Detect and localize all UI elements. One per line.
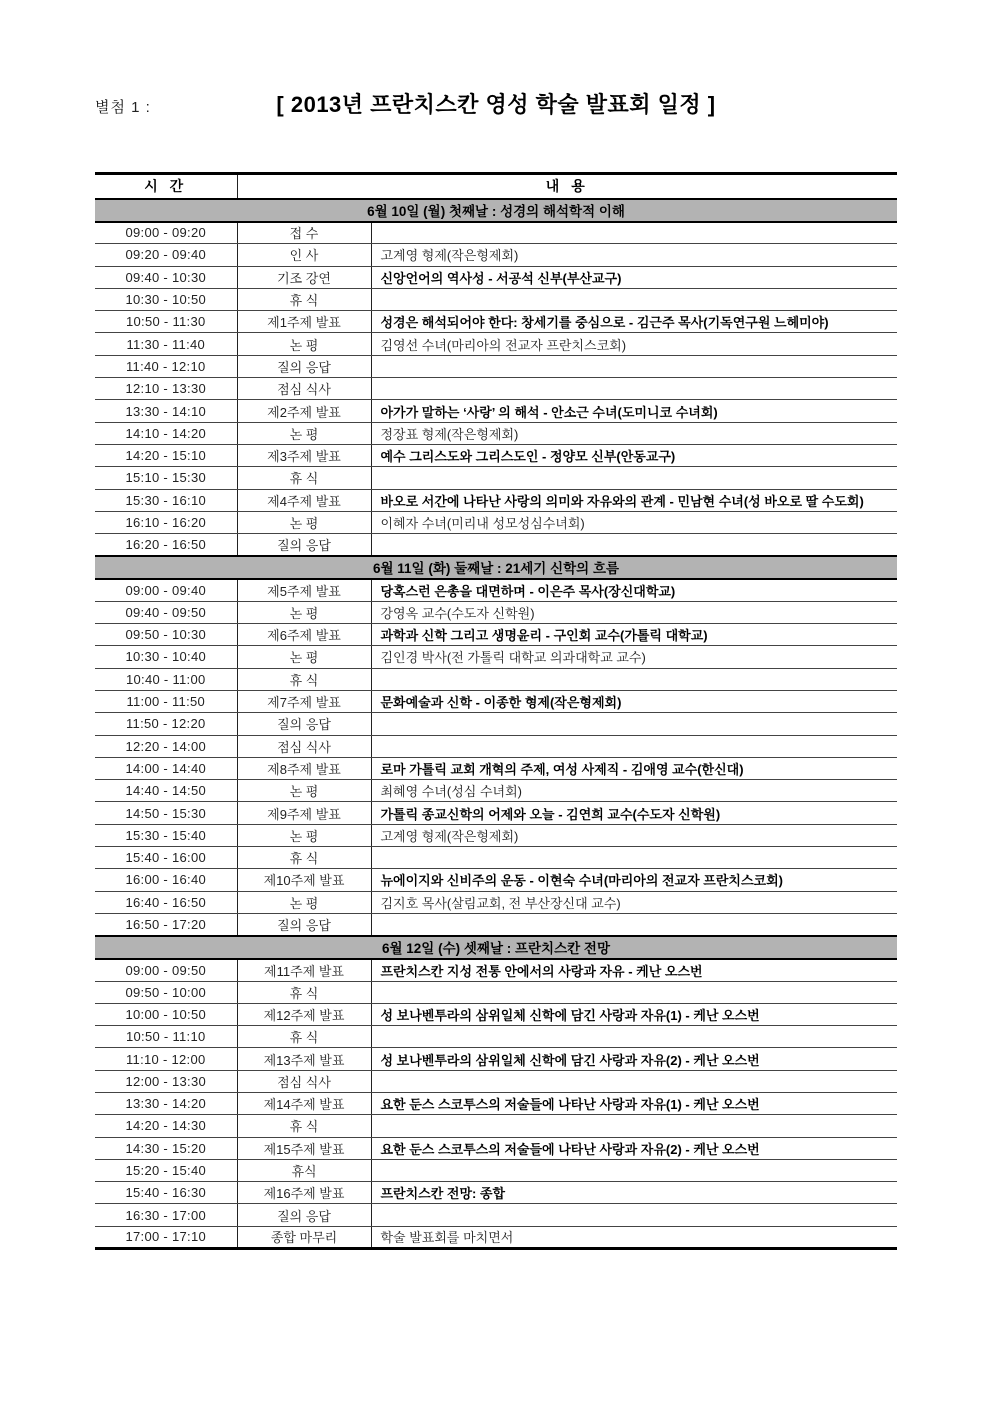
content-text: 문화예술과 신학 - 이종한 형제(작은형제회) <box>380 695 622 711</box>
table-row <box>95 959 897 981</box>
table-row <box>95 1115 897 1137</box>
content-cell <box>371 959 897 981</box>
category-cell: 기조 강연 <box>237 266 371 288</box>
content-cell <box>371 624 897 646</box>
content-cell <box>371 467 897 489</box>
content-cell <box>371 913 897 935</box>
time-cell: 14:20 - 15:10 <box>95 444 237 466</box>
schedule-table-container <box>95 172 897 1250</box>
content-cell <box>371 266 897 288</box>
time-cell: 11:50 - 12:20 <box>95 713 237 735</box>
content-cell <box>371 222 897 244</box>
table-row <box>95 222 897 244</box>
time-cell: 15:40 - 16:00 <box>95 847 237 869</box>
content-text: 성 보나벤투라의 삼위일체 신학에 담긴 사랑과 자유(1) - 케난 오스번 <box>380 1007 760 1023</box>
time-cell: 10:40 - 11:00 <box>95 668 237 690</box>
content-cell <box>371 646 897 668</box>
table-row <box>95 1048 897 1070</box>
time-cell: 15:30 - 15:40 <box>95 824 237 846</box>
content-text: 당혹스런 은총을 대면하며 - 이은주 목사(장신대학교) <box>380 583 676 599</box>
table-row <box>95 847 897 869</box>
category-cell: 질의 응답 <box>237 1204 371 1226</box>
table-row <box>95 1159 897 1181</box>
category-cell: 점심 식사 <box>237 378 371 400</box>
time-cell: 09:50 - 10:00 <box>95 981 237 1003</box>
content-text: 김인경 박사(전 가톨릭 대학교 의과대학교 교수) <box>380 650 646 666</box>
time-cell: 11:40 - 12:10 <box>95 355 237 377</box>
content-cell <box>371 668 897 690</box>
category-cell: 휴 식 <box>237 467 371 489</box>
section-header-label: 6월 10일 (월) 첫째날 : 성경의 해석학적 이해 <box>95 199 897 222</box>
table-row <box>95 378 897 400</box>
time-cell: 10:00 - 10:50 <box>95 1003 237 1025</box>
time-cell: 09:00 - 09:50 <box>95 959 237 981</box>
page-title: [ 2013년 프란치스칸 영성 학술 발표회 일정 ] <box>276 92 716 117</box>
content-cell <box>371 288 897 310</box>
time-cell: 16:40 - 16:50 <box>95 891 237 913</box>
time-cell: 09:00 - 09:40 <box>95 579 237 601</box>
content-cell <box>371 1115 897 1137</box>
time-cell: 09:00 - 09:20 <box>95 222 237 244</box>
time-cell: 13:30 - 14:10 <box>95 400 237 422</box>
category-cell: 논 평 <box>237 511 371 533</box>
time-cell: 15:20 - 15:40 <box>95 1159 237 1181</box>
category-cell: 접 수 <box>237 222 371 244</box>
category-cell: 논 평 <box>237 891 371 913</box>
table-row <box>95 489 897 511</box>
content-text: 학술 발표회를 마치면서 <box>380 1230 514 1246</box>
table-row <box>95 1204 897 1226</box>
time-cell: 15:30 - 16:10 <box>95 489 237 511</box>
content-text: 프란치스칸 전망: 종합 <box>380 1186 506 1202</box>
time-cell: 11:30 - 11:40 <box>95 333 237 355</box>
content-cell <box>371 244 897 266</box>
content-cell <box>371 1137 897 1159</box>
time-cell: 16:10 - 16:20 <box>95 511 237 533</box>
table-row <box>95 1137 897 1159</box>
time-cell: 16:50 - 17:20 <box>95 913 237 935</box>
time-cell: 10:30 - 10:40 <box>95 646 237 668</box>
content-cell <box>371 891 897 913</box>
section-header-row <box>95 936 897 959</box>
column-header-time: 시 간 <box>95 174 237 199</box>
time-cell: 10:50 - 11:10 <box>95 1026 237 1048</box>
content-cell <box>371 1226 897 1248</box>
content-text: 정장표 형제(작은형제회) <box>380 426 519 442</box>
attachment-label: 별첨 1 : <box>95 99 151 116</box>
table-header-row <box>95 174 897 199</box>
time-cell: 10:50 - 11:30 <box>95 311 237 333</box>
time-cell: 14:30 - 15:20 <box>95 1137 237 1159</box>
category-cell: 논 평 <box>237 780 371 802</box>
category-cell: 제1주제 발표 <box>237 311 371 333</box>
time-cell: 14:40 - 14:50 <box>95 780 237 802</box>
content-cell <box>371 1092 897 1114</box>
content-text: 고계영 형제(작은형제회) <box>380 828 519 844</box>
table-row <box>95 735 897 757</box>
category-cell: 휴 식 <box>237 1026 371 1048</box>
table-row <box>95 311 897 333</box>
section-header-row <box>95 556 897 579</box>
category-cell: 논 평 <box>237 646 371 668</box>
category-cell: 제3주제 발표 <box>237 444 371 466</box>
category-cell: 인 사 <box>237 244 371 266</box>
category-cell: 휴 식 <box>237 668 371 690</box>
content-text: 성 보나벤투라의 삼위일체 신학에 담긴 사랑과 자유(2) - 케난 오스번 <box>380 1052 760 1068</box>
content-cell <box>371 489 897 511</box>
content-cell <box>371 355 897 377</box>
content-text: 신앙언어의 역사성 - 서공석 신부(부산교구) <box>380 270 622 286</box>
table-row <box>95 913 897 935</box>
content-cell <box>371 824 897 846</box>
time-cell: 09:40 - 09:50 <box>95 601 237 623</box>
table-row <box>95 981 897 1003</box>
content-cell <box>371 444 897 466</box>
category-cell: 제13주제 발표 <box>237 1048 371 1070</box>
content-cell <box>371 333 897 355</box>
table-row <box>95 1226 897 1248</box>
category-cell: 점심 식사 <box>237 735 371 757</box>
table-row <box>95 802 897 824</box>
category-cell: 휴 식 <box>237 847 371 869</box>
time-cell: 10:30 - 10:50 <box>95 288 237 310</box>
table-row <box>95 780 897 802</box>
category-cell: 휴 식 <box>237 981 371 1003</box>
content-cell <box>371 400 897 422</box>
time-cell: 09:20 - 09:40 <box>95 244 237 266</box>
content-cell <box>371 802 897 824</box>
category-cell: 종합 마무리 <box>237 1226 371 1248</box>
category-cell: 점심 식사 <box>237 1070 371 1092</box>
table-row <box>95 1182 897 1204</box>
time-cell: 17:00 - 17:10 <box>95 1226 237 1248</box>
table-row <box>95 690 897 712</box>
table-row <box>95 1070 897 1092</box>
content-cell <box>371 869 897 891</box>
time-cell: 14:00 - 14:40 <box>95 757 237 779</box>
category-cell: 제12주제 발표 <box>237 1003 371 1025</box>
time-cell: 14:10 - 14:20 <box>95 422 237 444</box>
table-row <box>95 333 897 355</box>
content-cell <box>371 713 897 735</box>
content-cell <box>371 1070 897 1092</box>
section-header-label: 6월 11일 (화) 둘째날 : 21세기 신학의 흐름 <box>95 556 897 579</box>
time-cell: 12:10 - 13:30 <box>95 378 237 400</box>
table-row <box>95 824 897 846</box>
content-cell <box>371 780 897 802</box>
content-cell <box>371 579 897 601</box>
table-row <box>95 467 897 489</box>
table-row <box>95 1003 897 1025</box>
schedule-table <box>95 172 897 1250</box>
section-header-row <box>95 199 897 222</box>
schedule-table-body <box>95 199 897 1249</box>
content-cell <box>371 1204 897 1226</box>
table-row <box>95 266 897 288</box>
category-cell: 논 평 <box>237 824 371 846</box>
category-cell: 질의 응답 <box>237 913 371 935</box>
column-header-content: 내 용 <box>237 174 897 199</box>
content-cell <box>371 601 897 623</box>
content-cell <box>371 1026 897 1048</box>
section-header-label: 6월 12일 (수) 셋째날 : 프란치스칸 전망 <box>95 936 897 959</box>
table-row <box>95 579 897 601</box>
content-text: 로마 가톨릭 교회 개혁의 주제, 여성 사제직 - 김애영 교수(한신대) <box>380 761 744 777</box>
table-row <box>95 869 897 891</box>
category-cell: 질의 응답 <box>237 355 371 377</box>
content-cell <box>371 1182 897 1204</box>
table-row <box>95 288 897 310</box>
category-cell: 제10주제 발표 <box>237 869 371 891</box>
table-row <box>95 668 897 690</box>
content-text: 가톨릭 종교신학의 어제와 오늘 - 김연희 교수(수도자 신학원) <box>380 806 721 822</box>
category-cell: 논 평 <box>237 601 371 623</box>
table-row <box>95 244 897 266</box>
category-cell: 제11주제 발표 <box>237 959 371 981</box>
table-row <box>95 713 897 735</box>
content-text: 프란치스칸 지성 전통 안에서의 사랑과 자유 - 케난 오스번 <box>380 963 703 979</box>
time-cell: 09:50 - 10:30 <box>95 624 237 646</box>
content-cell <box>371 690 897 712</box>
content-cell <box>371 847 897 869</box>
category-cell: 제5주제 발표 <box>237 579 371 601</box>
content-text: 이혜자 수녀(미리내 성모성심수녀회) <box>380 516 585 531</box>
content-text: 과학과 신학 그리고 생명윤리 - 구인회 교수(가톨릭 대학교) <box>380 628 708 644</box>
time-cell: 13:30 - 14:20 <box>95 1092 237 1114</box>
table-row <box>95 891 897 913</box>
document-header <box>95 88 897 124</box>
category-cell: 휴식 <box>237 1159 371 1181</box>
category-cell: 질의 응답 <box>237 713 371 735</box>
category-cell: 제4주제 발표 <box>237 489 371 511</box>
table-row <box>95 1026 897 1048</box>
category-cell: 휴 식 <box>237 1115 371 1137</box>
content-cell <box>371 534 897 556</box>
time-cell: 15:10 - 15:30 <box>95 467 237 489</box>
time-cell: 14:50 - 15:30 <box>95 802 237 824</box>
table-row <box>95 757 897 779</box>
category-cell: 제8주제 발표 <box>237 757 371 779</box>
category-cell: 제14주제 발표 <box>237 1092 371 1114</box>
category-cell: 휴 식 <box>237 288 371 310</box>
time-cell: 12:00 - 13:30 <box>95 1070 237 1092</box>
category-cell: 제7주제 발표 <box>237 690 371 712</box>
content-text: 바오로 서간에 나타난 사랑의 의미와 자유와의 관계 - 민남현 수녀(성 바오로 딸 수도회) <box>380 493 864 509</box>
table-row <box>95 422 897 444</box>
content-text: 김지호 목사(살림교회, 전 부산장신대 교수) <box>380 895 621 911</box>
table-row <box>95 624 897 646</box>
content-text: 김영선 수녀(마리아의 전교자 프란치스코회) <box>380 337 627 353</box>
content-text: 요한 둔스 스코투스의 저술들에 나타난 사랑과 자유(2) - 케난 오스번 <box>380 1141 760 1157</box>
time-cell: 11:00 - 11:50 <box>95 690 237 712</box>
content-text: 강영옥 교수(수도자 신학원) <box>380 605 535 621</box>
category-cell: 제16주제 발표 <box>237 1182 371 1204</box>
table-row <box>95 400 897 422</box>
content-cell <box>371 378 897 400</box>
table-row <box>95 355 897 377</box>
time-cell: 16:00 - 16:40 <box>95 869 237 891</box>
content-text: 성경은 해석되어야 한다: 창세기를 중심으로 - 김근주 목사(기독연구원 느헤미야) <box>380 315 829 331</box>
time-cell: 15:40 - 16:30 <box>95 1182 237 1204</box>
content-text: 아가가 말하는 ‘사랑’ 의 해석 - 안소근 수녀(도미니코 수녀회) <box>380 404 718 420</box>
time-cell: 11:10 - 12:00 <box>95 1048 237 1070</box>
category-cell: 제6주제 발표 <box>237 624 371 646</box>
category-cell: 제15주제 발표 <box>237 1137 371 1159</box>
content-text: 고계영 형제(작은형제회) <box>380 248 519 264</box>
table-row <box>95 511 897 533</box>
time-cell: 16:20 - 16:50 <box>95 534 237 556</box>
content-cell <box>371 311 897 333</box>
table-row <box>95 646 897 668</box>
content-cell <box>371 1048 897 1070</box>
content-text: 뉴에이지와 신비주의 운동 - 이현숙 수녀(마리아의 전교자 프란치스코회) <box>380 873 783 889</box>
content-cell <box>371 757 897 779</box>
content-text: 예수 그리스도와 그리스도인 - 정양모 신부(안동교구) <box>380 449 676 465</box>
category-cell: 논 평 <box>237 333 371 355</box>
time-cell: 09:40 - 10:30 <box>95 266 237 288</box>
time-cell: 12:20 - 14:00 <box>95 735 237 757</box>
time-cell: 14:20 - 14:30 <box>95 1115 237 1137</box>
content-cell <box>371 422 897 444</box>
table-row <box>95 1092 897 1114</box>
content-cell <box>371 1003 897 1025</box>
content-text: 최혜영 수녀(성심 수녀회) <box>380 784 522 800</box>
time-cell: 16:30 - 17:00 <box>95 1204 237 1226</box>
category-cell: 제2주제 발표 <box>237 400 371 422</box>
content-cell <box>371 735 897 757</box>
content-text: 요한 둔스 스코투스의 저술들에 나타난 사랑과 자유(1) - 케난 오스번 <box>380 1097 760 1113</box>
table-row <box>95 601 897 623</box>
table-row <box>95 444 897 466</box>
category-cell: 논 평 <box>237 422 371 444</box>
category-cell: 제9주제 발표 <box>237 802 371 824</box>
content-cell <box>371 511 897 533</box>
category-cell: 질의 응답 <box>237 534 371 556</box>
content-cell <box>371 981 897 1003</box>
table-row <box>95 534 897 556</box>
content-cell <box>371 1159 897 1181</box>
